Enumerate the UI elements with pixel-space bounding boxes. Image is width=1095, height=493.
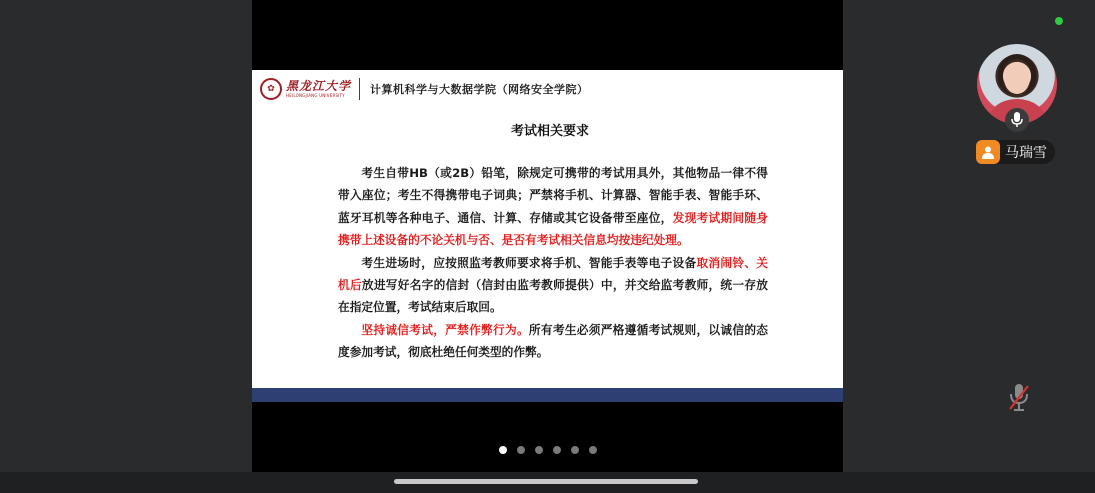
- slide-paragraph: [338, 162, 768, 252]
- paragraph-highlight: 发现考试期间随身携带上述设备的不论关机与否、是否有考试相关信息均按违纪处理。: [338, 210, 768, 248]
- page-dot[interactable]: [535, 446, 543, 454]
- online-status-dot: [1055, 17, 1063, 25]
- shared-screen[interactable]: [252, 0, 843, 472]
- university-logo-subtext: HEILONGJIANG UNIVERSITY: [286, 93, 345, 98]
- slide-footer-bar: [252, 388, 843, 402]
- slide-paragraph: [338, 319, 768, 364]
- avatar-face: [1004, 62, 1030, 94]
- participant-name-tag: [976, 140, 1055, 164]
- presentation-slide: [252, 70, 843, 402]
- page-indicator: [252, 446, 843, 454]
- slide-body: [338, 162, 768, 364]
- paragraph-text: 考生进场时，应按照监考教师要求将手机、智能手表等电子设备: [361, 255, 697, 270]
- page-dot[interactable]: [553, 446, 561, 454]
- university-logo-text: 黑龙江大学: [286, 79, 352, 93]
- microphone-icon: [1005, 108, 1029, 132]
- microphone-muted-icon[interactable]: [1004, 380, 1034, 416]
- home-indicator[interactable]: [394, 479, 698, 484]
- page-dot[interactable]: [517, 446, 525, 454]
- paragraph-highlight: 坚持诚信考试，严禁作弊行为。: [361, 322, 529, 337]
- slide-title: 考试相关要求: [510, 124, 589, 139]
- college-name: 计算机科学与大数据学院（网络安全学院）: [370, 83, 589, 96]
- page-dot[interactable]: [589, 446, 597, 454]
- university-seal-icon: ✿: [260, 78, 282, 100]
- paragraph-highlight: 取消闹铃、关机后: [338, 255, 768, 293]
- page-dot[interactable]: [499, 446, 507, 454]
- paragraph-text: 所有考生必须严格遵循考试规则，以诚信的态度参加考试，彻底杜绝任何类型的作弊。: [338, 322, 768, 360]
- header-divider: [359, 78, 360, 100]
- university-logo: [286, 80, 351, 98]
- page-dot[interactable]: [571, 446, 579, 454]
- person-icon: [976, 140, 1000, 164]
- paragraph-text: 放进写好名字的信封（信封由监考教师提供）中，并交给监考教师，统一存放在指定位置，考试结束后取回。: [338, 278, 768, 315]
- slide-header: [260, 76, 589, 102]
- slide-paragraph: [338, 252, 768, 319]
- participant-name: 马瑞雪: [1005, 145, 1047, 161]
- paragraph-text: 考生自带HB（或2B）铅笔，除规定可携带的考试用具外，其他物品一律不得带入座位；考生不得携带电子词典；严禁将手机、计算器、智能手表、智能手环、蓝牙耳机等各种电子、通信、计算、存储或其它设备带至座位，: [338, 166, 768, 225]
